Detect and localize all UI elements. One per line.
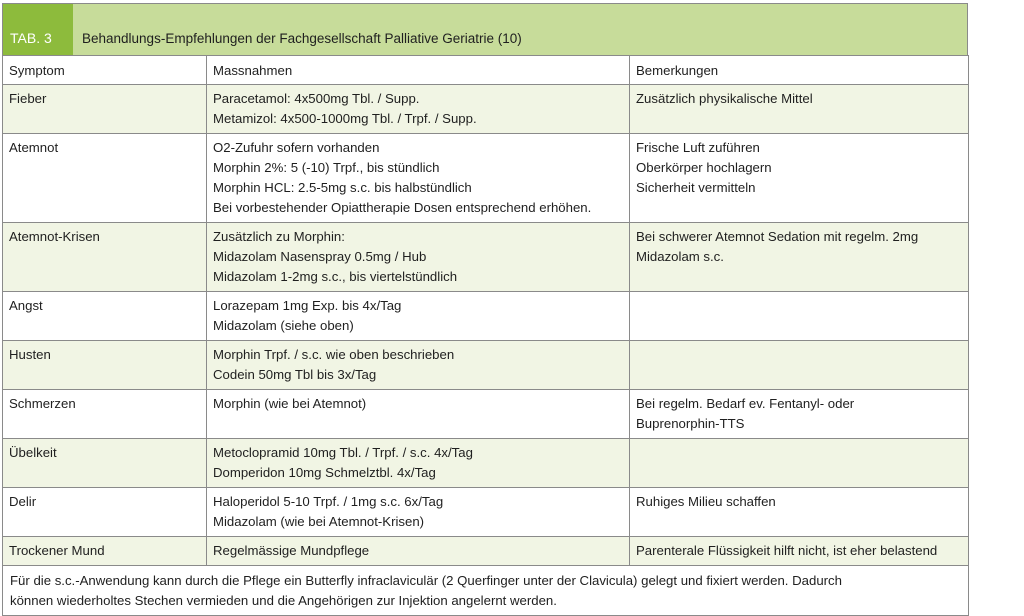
measure-line: Midazolam (wie bei Atemnot-Krisen) (213, 514, 425, 529)
symptom-cell: Schmerzen (3, 390, 207, 439)
symptom-cell: Übelkeit (3, 439, 207, 488)
measure-line: Domperidon 10mg Schmelztbl. 4x/Tag (213, 465, 436, 480)
footnote-row (3, 566, 969, 616)
table-number-tab: TAB. 3 (3, 4, 73, 55)
table-row (3, 439, 969, 488)
measure-line: Morphin 2%: 5 (-10) Trpf., bis stündlich (213, 160, 440, 175)
measure-line: Metoclopramid 10mg Tbl. / Trpf. / s.c. 4x/Tag (213, 445, 473, 460)
symptom-cell: Trockener Mund (3, 537, 207, 566)
symptom-cell: Angst (3, 292, 207, 341)
remark-line: Ruhiges Milieu schaffen (636, 494, 776, 509)
remark-line: Buprenorphin-TTS (636, 416, 745, 431)
table-row (3, 85, 969, 134)
symptom-cell: Atemnot-Krisen (3, 223, 207, 292)
table-row (3, 223, 969, 292)
table-row (3, 292, 969, 341)
table-row (3, 134, 969, 223)
remarks-cell (630, 341, 969, 390)
measure-line: Metamizol: 4x500-1000mg Tbl. / Trpf. / Supp. (213, 111, 477, 126)
measure-line: Midazolam 1-2mg s.c., bis viertelstündlich (213, 269, 458, 284)
remark-line: Parenterale Flüssigkeit hilft nicht, ist eher belastend (636, 543, 938, 558)
remarks-cell (630, 390, 969, 439)
measures-cell (207, 292, 630, 341)
measures-cell (207, 134, 630, 223)
measure-line: Regelmässige Mundpflege (213, 543, 370, 558)
remark-line: Oberkörper hochlagern (636, 160, 772, 175)
remarks-cell (630, 439, 969, 488)
symptom-cell: Fieber (3, 85, 207, 134)
column-header-measures: Massnahmen (207, 56, 630, 85)
remark-line: Midazolam s.c. (636, 249, 724, 264)
measures-cell (207, 223, 630, 292)
measure-line: O2-Zufuhr sofern vorhanden (213, 140, 380, 155)
measures-cell (207, 537, 630, 566)
remark-line: Bei schwerer Atemnot Sedation mit regelm. 2mg (636, 229, 919, 244)
table-title: Behandlungs-Empfehlungen der Fachgesellschaft Palliative Geriatrie (10) (82, 31, 522, 46)
measures-cell (207, 488, 630, 537)
column-header-remarks: Bemerkungen (630, 56, 969, 85)
symptom-cell: Delir (3, 488, 207, 537)
remarks-cell (630, 488, 969, 537)
measure-line: Midazolam Nasenspray 0.5mg / Hub (213, 249, 427, 264)
remarks-cell (630, 292, 969, 341)
measure-line: Morphin HCL: 2.5-5mg s.c. bis halbstündlich (213, 180, 472, 195)
remarks-cell (630, 223, 969, 292)
footnote-line: können wiederholtes Stechen vermieden und die Angehörigen zur Injektion angelernt werden. (10, 593, 557, 608)
measure-line: Morphin (wie bei Atemnot) (213, 396, 367, 411)
measures-cell (207, 341, 630, 390)
treatment-table (2, 55, 969, 616)
remarks-cell (630, 134, 969, 223)
table-footnote (3, 566, 969, 616)
remarks-cell (630, 85, 969, 134)
measure-line: Morphin Trpf. / s.c. wie oben beschrieben (213, 347, 455, 362)
remark-line: Frische Luft zuführen (636, 140, 760, 155)
measure-line: Haloperidol 5-10 Trpf. / 1mg s.c. 6x/Tag (213, 494, 444, 509)
table-row (3, 488, 969, 537)
measures-cell (207, 85, 630, 134)
measures-cell (207, 439, 630, 488)
remark-line: Sicherheit vermitteln (636, 180, 756, 195)
remarks-cell (630, 537, 969, 566)
table-header-bar (2, 3, 968, 55)
symptom-cell: Husten (3, 341, 207, 390)
measure-line: Codein 50mg Tbl bis 3x/Tag (213, 367, 377, 382)
remark-line: Bei regelm. Bedarf ev. Fentanyl- oder (636, 396, 855, 411)
column-header-row (3, 56, 969, 85)
remark-line: Zusätzlich physikalische Mittel (636, 91, 813, 106)
measure-line: Bei vorbestehender Opiattherapie Dosen entsprechend erhöhen. (213, 200, 592, 215)
measures-cell (207, 390, 630, 439)
table-row (3, 390, 969, 439)
measure-line: Zusätzlich zu Morphin: (213, 229, 345, 244)
measure-line: Paracetamol: 4x500mg Tbl. / Supp. (213, 91, 420, 106)
table-row (3, 537, 969, 566)
measure-line: Lorazepam 1mg Exp. bis 4x/Tag (213, 298, 402, 313)
footnote-line: Für die s.c.-Anwendung kann durch die Pflege ein Butterfly infraclaviculär (2 Querfinger unter der Clavicula) gelegt und fixiert werden. Dadurch (10, 573, 842, 588)
symptom-cell: Atemnot (3, 134, 207, 223)
table-row (3, 341, 969, 390)
measure-line: Midazolam (siehe oben) (213, 318, 354, 333)
column-header-symptom: Symptom (3, 56, 207, 85)
treatment-table-figure (2, 3, 968, 616)
